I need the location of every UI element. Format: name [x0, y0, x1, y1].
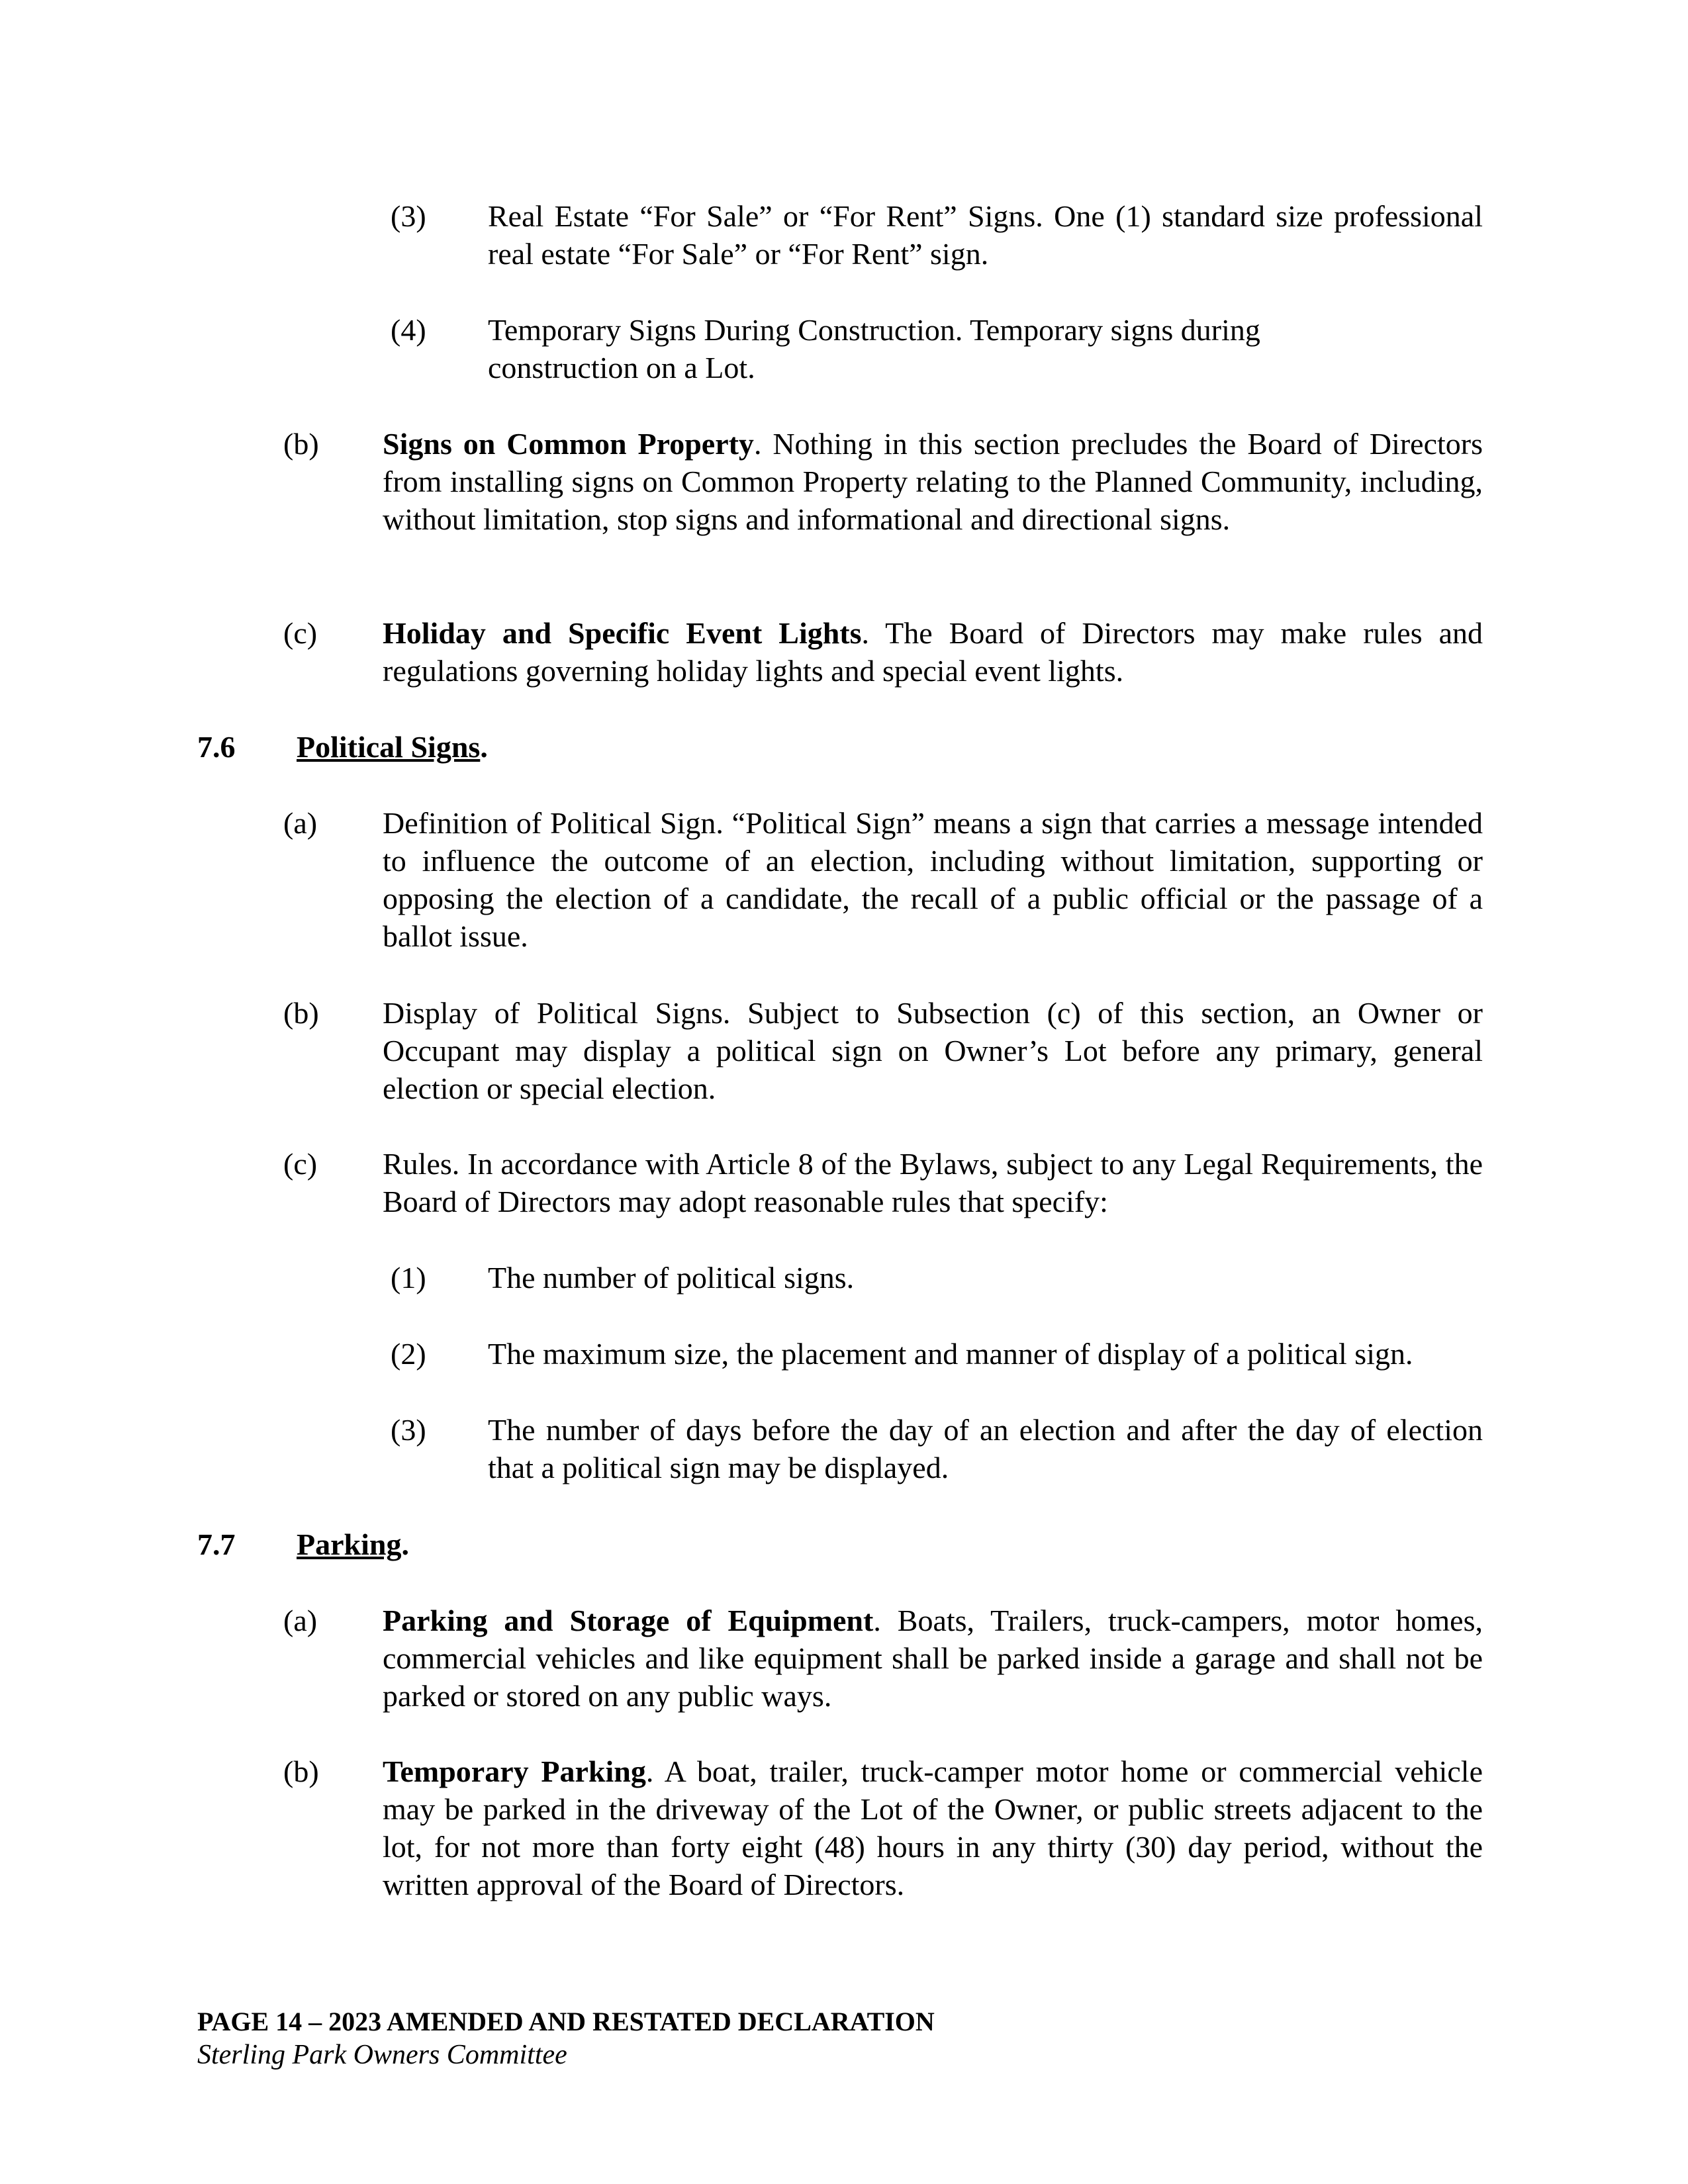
rule-size-placement: The maximum size, the placement and manner of display of a political sign.: [488, 1337, 1413, 1371]
item-number: (1): [391, 1261, 426, 1295]
item-number: (3): [391, 199, 426, 233]
temporary-signs-paragraph: [488, 311, 1483, 387]
rule-number-of-signs: The number of political signs.: [488, 1261, 855, 1295]
parking-storage-paragraph: [383, 1602, 1483, 1715]
signs-on-common-property-text: . Nothing in this section precludes the Board of Directors from installing signs on Common Property relating to the Planned Community, including, without limitation, stop signs and informational and directional signs.: [383, 427, 1483, 536]
parking-title: Parking: [297, 1527, 402, 1561]
display-political-signs-paragraph: Display of Political Signs. Subject to Subsection (c) of this section, an Owner or Occupant may display a political sign on Owner’s Lot before any primary, general election or special election.: [383, 996, 1483, 1105]
footer-page-title: PAGE 14 – 2023 AMENDED AND RESTATED DECLARATION: [197, 2007, 935, 2036]
section-title: [297, 1525, 409, 1563]
holiday-lights-paragraph: [383, 614, 1483, 690]
temporary-signs-line-1: Temporary Signs During Construction. Temporary signs during: [488, 313, 1260, 347]
rule-days-displayed: The number of days before the day of an election and after the day of election that a political sign may be displayed.: [488, 1413, 1483, 1484]
item-number: (2): [391, 1337, 426, 1371]
real-estate-signs-paragraph: Real Estate “For Sale” or “For Rent” Signs. One (1) standard size professional real estate “For Sale” or “For Rent” sign.: [488, 199, 1483, 271]
footer-committee-name: Sterling Park Owners Committee: [197, 2040, 567, 2070]
item-number: (c): [283, 1147, 318, 1181]
temporary-signs-line-2: construction on a Lot.: [488, 351, 755, 385]
rules-paragraph: Rules. In accordance with Article 8 of the Bylaws, subject to any Legal Requirements, the Board of Directors may adopt reasonable rules that specify:: [383, 1147, 1483, 1218]
temporary-parking-label: Temporary Parking: [383, 1754, 646, 1788]
holiday-lights-label: Holiday and Specific Event Lights: [383, 616, 862, 650]
political-signs-title: Political Signs: [297, 730, 481, 764]
item-number: (b): [283, 996, 319, 1030]
item-number: (c): [283, 616, 318, 650]
item-number: (a): [283, 1604, 318, 1637]
item-number: (4): [391, 313, 426, 347]
holiday-lights-text: . The Board of Directors may make rules and regulations governing holiday lights and special event lights.: [383, 616, 1483, 688]
temporary-parking-text: . A boat, trailer, truck-camper motor home or commercial vehicle may be parked in the driveway of the Lot of the Owner, or public streets adjacent to the lot, for not more than forty eight (48) hours in any thirty (30) day period, without the written approval of the Board of Directors.: [383, 1754, 1483, 1901]
section-number: 7.6: [197, 730, 236, 764]
title-period: .: [401, 1527, 409, 1561]
section-title: [297, 728, 488, 766]
political-sign-definition-paragraph: Definition of Political Sign. “Political Sign” means a sign that carries a message intended to influence the outcome of an election, including without limitation, supporting or opposing the election of a candidate, the recall of a public official or the passage of a ballot issue.: [383, 806, 1483, 953]
signs-on-common-property-label: Signs on Common Property: [383, 427, 754, 461]
parking-storage-text: . Boats, Trailers, truck-campers, motor homes, commercial vehicles and like equipment shall be parked inside a garage and shall not be parked or stored on any public ways.: [383, 1604, 1483, 1713]
item-number: (3): [391, 1413, 426, 1447]
temporary-parking-paragraph: [383, 1752, 1483, 1903]
title-period: .: [480, 730, 488, 764]
section-number: 7.7: [197, 1527, 236, 1561]
signs-on-common-property-paragraph: [383, 425, 1483, 538]
parking-storage-label: Parking and Storage of Equipment: [383, 1604, 874, 1637]
item-number: (b): [283, 427, 319, 461]
item-number: (a): [283, 806, 318, 840]
item-number: (b): [283, 1754, 319, 1788]
